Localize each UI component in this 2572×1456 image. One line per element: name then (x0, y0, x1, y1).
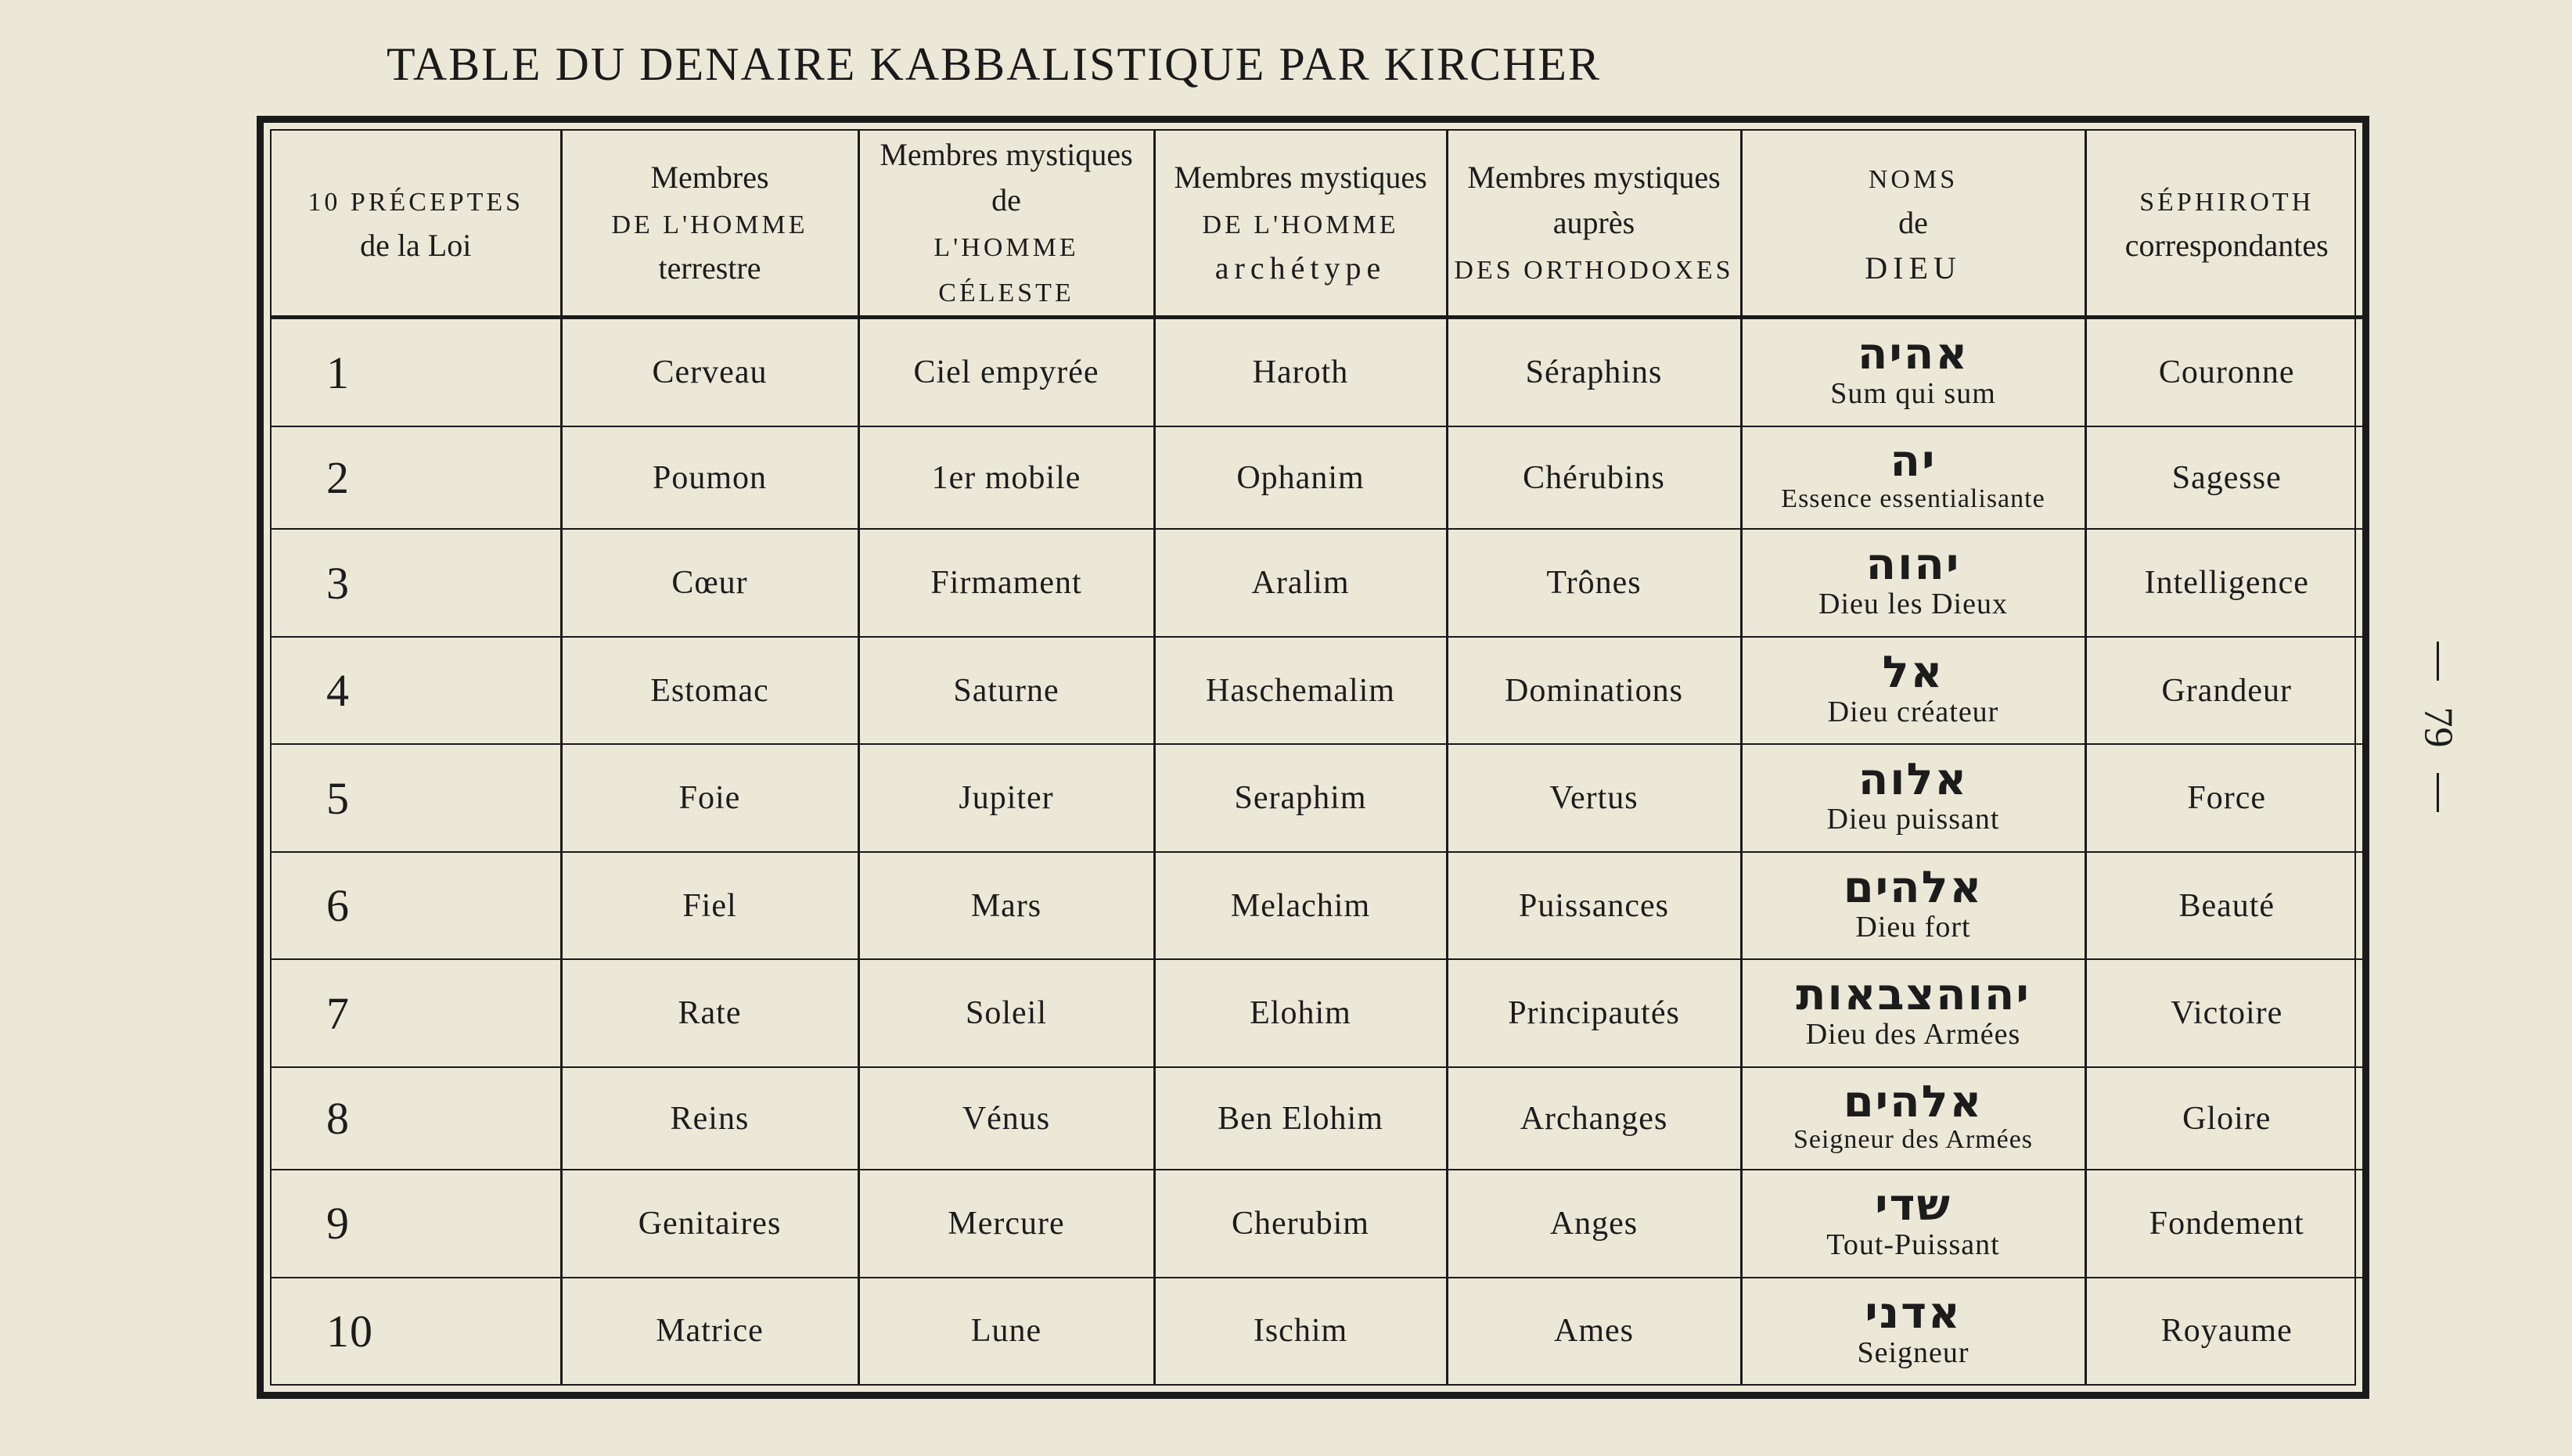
cell-archetype: Elohim (1154, 959, 1447, 1067)
row-number: 4 (272, 637, 561, 745)
cell-terrestre: Cerveau (561, 318, 858, 427)
cell-terrestre: Cœur (561, 529, 858, 637)
page-number-text: 79 (2416, 706, 2461, 748)
hebrew-name: אדני (1865, 1287, 1962, 1339)
cell-archetype: Ischim (1154, 1278, 1447, 1384)
row-number: 9 (272, 1170, 561, 1278)
row-number: 5 (272, 744, 561, 852)
cell-orthodoxes: Archanges (1447, 1067, 1741, 1170)
header-archetype-line1: Membres mystiques (1174, 160, 1427, 195)
nom-translation: Tout-Puissant (1826, 1228, 2000, 1262)
table-row (272, 852, 2367, 960)
header-terrestre-line2: DE L'HOMME (611, 210, 808, 239)
cell-terrestre: Estomac (561, 637, 858, 745)
header-terrestre-line1: Membres (650, 160, 769, 195)
cell-terrestre: Genitaires (561, 1170, 858, 1278)
cell-sephiroth: Victoire (2085, 959, 2367, 1067)
cell-orthodoxes: Séraphins (1447, 318, 1741, 427)
row-number: 6 (272, 852, 561, 960)
cell-nom-dieu (1741, 318, 2085, 427)
cell-sephiroth: Beauté (2085, 852, 2367, 960)
cell-celeste: Mars (858, 852, 1154, 960)
header-terrestre-line3: terrestre (658, 250, 761, 286)
cell-orthodoxes: Ames (1447, 1278, 1741, 1384)
cell-sephiroth: Force (2085, 744, 2367, 852)
hebrew-name: אלוה (1858, 754, 1969, 806)
header-sephiroth (2085, 131, 2367, 318)
cell-celeste: 1er mobile (858, 426, 1154, 529)
nom-translation: Dieu puissant (1826, 803, 2000, 836)
header-sephiroth-line2: correspondantes (2124, 228, 2329, 263)
cell-celeste: Ciel empyrée (858, 318, 1154, 427)
cell-archetype: Aralim (1154, 529, 1447, 637)
table-row (272, 637, 2367, 745)
cell-orthodoxes: Vertus (1447, 744, 1741, 852)
header-preceptes (272, 131, 561, 318)
cell-terrestre: Foie (561, 744, 858, 852)
header-archetype-line2: DE L'HOMME (1202, 210, 1399, 239)
header-noms-line3: DIEU (1865, 250, 1962, 286)
page-number-dash-top (2437, 642, 2439, 681)
hebrew-name: יהוה (1865, 539, 1961, 591)
table-row (272, 744, 2367, 852)
kabbalah-table (272, 131, 2367, 1384)
header-archetype-line3: archétype (1214, 250, 1387, 286)
table-row (272, 529, 2367, 637)
cell-celeste: Lune (858, 1278, 1154, 1384)
header-homme-celeste (858, 131, 1154, 318)
cell-sephiroth: Intelligence (2085, 529, 2367, 637)
header-homme-terrestre (561, 131, 858, 318)
cell-sephiroth: Sagesse (2085, 426, 2367, 529)
cell-celeste: Jupiter (858, 744, 1154, 852)
cell-archetype: Seraphim (1154, 744, 1447, 852)
cell-orthodoxes: Principautés (1447, 959, 1741, 1067)
hebrew-name: אל (1882, 646, 1944, 698)
hebrew-name: יה (1890, 436, 1937, 487)
cell-celeste: Saturne (858, 637, 1154, 745)
cell-celeste: Vénus (858, 1067, 1154, 1170)
cell-nom-dieu (1741, 852, 2085, 960)
page-title: TABLE DU DENAIRE KABBALISTIQUE PAR KIRCHER (387, 38, 1601, 90)
cell-archetype: Melachim (1154, 852, 1447, 960)
table-row (272, 1278, 2367, 1384)
cell-celeste: Soleil (858, 959, 1154, 1067)
table-row (272, 426, 2367, 529)
hebrew-name: אלהים (1843, 861, 1984, 913)
cell-orthodoxes: Puissances (1447, 852, 1741, 960)
cell-orthodoxes: Anges (1447, 1170, 1741, 1278)
cell-sephiroth: Fondement (2085, 1170, 2367, 1278)
table-row (272, 1170, 2367, 1278)
cell-nom-dieu (1741, 637, 2085, 745)
header-noms-dieu (1741, 131, 2085, 318)
header-preceptes-line1: 10 PRÉCEPTES (308, 188, 524, 217)
cell-orthodoxes: Trônes (1447, 529, 1741, 637)
cell-archetype: Cherubim (1154, 1170, 1447, 1278)
cell-terrestre: Rate (561, 959, 858, 1067)
row-number: 3 (272, 529, 561, 637)
cell-archetype: Ben Elohim (1154, 1067, 1447, 1170)
hebrew-name: שדי (1875, 1180, 1951, 1231)
header-orthodoxes (1447, 131, 1741, 318)
cell-nom-dieu (1741, 529, 2085, 637)
cell-nom-dieu (1741, 426, 2085, 529)
nom-translation: Essence essentialisante (1781, 484, 2045, 514)
row-number: 7 (272, 959, 561, 1067)
cell-archetype: Haschemalim (1154, 637, 1447, 745)
nom-translation: Dieu des Armées (1805, 1018, 2021, 1052)
page-number (2415, 642, 2462, 814)
cell-celeste: Firmament (858, 529, 1154, 637)
cell-nom-dieu (1741, 1170, 2085, 1278)
hebrew-name: אהיה (1857, 329, 1969, 380)
cell-nom-dieu (1741, 959, 2085, 1067)
header-homme-archetype (1154, 131, 1447, 318)
cell-orthodoxes: Chérubins (1447, 426, 1741, 529)
row-number: 8 (272, 1067, 561, 1170)
header-orthodoxes-line1: Membres mystiques (1467, 160, 1721, 195)
table-row (272, 1067, 2367, 1170)
header-orthodoxes-line2: auprès (1552, 205, 1635, 240)
nom-translation: Dieu les Dieux (1818, 588, 2008, 621)
header-noms-line1: NOMS (1868, 165, 1959, 194)
row-number: 1 (272, 318, 561, 427)
nom-translation: Sum qui sum (1830, 377, 1996, 411)
cell-nom-dieu (1741, 1278, 2085, 1384)
cell-terrestre: Fiel (561, 852, 858, 960)
header-sephiroth-line1: SÉPHIROTH (2139, 188, 2315, 217)
cell-archetype: Ophanim (1154, 426, 1447, 529)
nom-translation: Seigneur (1857, 1336, 1969, 1369)
cell-sephiroth: Grandeur (2085, 637, 2367, 745)
header-row (272, 131, 2367, 318)
page-number-dash-bottom (2437, 773, 2439, 812)
cell-orthodoxes: Dominations (1447, 637, 1741, 745)
cell-terrestre: Matrice (561, 1278, 858, 1384)
nom-translation: Seigneur des Armées (1793, 1125, 2034, 1155)
cell-archetype: Haroth (1154, 318, 1447, 427)
cell-sephiroth: Couronne (2085, 318, 2367, 427)
header-celeste-line3: L'HOMME CÉLESTE (933, 233, 1079, 307)
cell-terrestre: Poumon (561, 426, 858, 529)
cell-nom-dieu (1741, 1067, 2085, 1170)
table-frame (257, 116, 2369, 1399)
row-number: 10 (272, 1278, 561, 1384)
nom-translation: Dieu créateur (1827, 695, 1999, 728)
table-frame-inner (270, 129, 2356, 1386)
header-orthodoxes-line3: DES ORTHODOXES (1454, 256, 1734, 285)
row-number: 2 (272, 426, 561, 529)
table-row (272, 318, 2367, 427)
table-row (272, 959, 2367, 1067)
cell-sephiroth: Gloire (2085, 1067, 2367, 1170)
header-preceptes-line2: de la Loi (360, 228, 472, 263)
nom-translation: Dieu fort (1855, 910, 1971, 944)
hebrew-name: יהוהצבאות (1796, 969, 2031, 1021)
header-celeste-line1: Membres mystiques (880, 137, 1133, 172)
hebrew-name: אלהים (1843, 1077, 1984, 1128)
cell-celeste: Mercure (858, 1170, 1154, 1278)
cell-sephiroth: Royaume (2160, 1313, 2293, 1350)
header-celeste-line2: de (991, 182, 1021, 218)
cell-terrestre: Reins (561, 1067, 858, 1170)
cell-nom-dieu (1741, 744, 2085, 852)
header-noms-line2: de (1898, 205, 1928, 240)
